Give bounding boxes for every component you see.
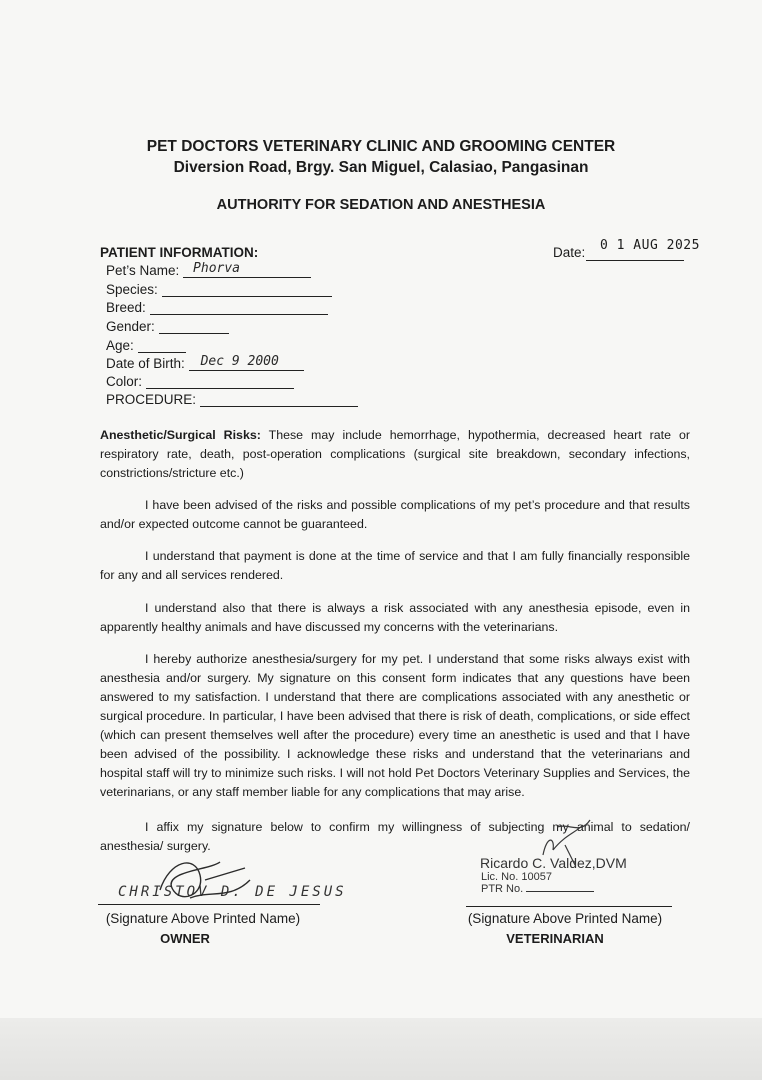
pet-name-value: Phorva <box>193 261 241 276</box>
paragraph-payment: I understand that payment is done at the time of service and that I am fully financially responsible for any and all services rendered. <box>100 549 690 582</box>
clinic-name: PET DOCTORS VETERINARY CLINIC AND GROOMING CENTER <box>146 138 616 155</box>
field-procedure[interactable] <box>106 392 358 407</box>
vet-signature-line[interactable] <box>466 906 672 907</box>
vet-stamp <box>480 855 627 895</box>
owner-printed-name: CHRISTOV D. DE JESUS <box>118 884 347 900</box>
field-label: Age: <box>106 338 134 353</box>
owner-signature-scribble <box>150 850 260 910</box>
owner-role-label: OWNER <box>160 931 210 946</box>
date-value: 0 1 AUG 2025 <box>600 238 700 253</box>
field-date-of-birth[interactable] <box>106 356 304 371</box>
field-label: Species: <box>106 282 158 297</box>
field-gender[interactable] <box>106 319 229 334</box>
date-label: Date: <box>553 245 586 260</box>
paragraph-authorization: I hereby authorize anesthesia/surgery for my pet. I understand that some risks always exist with anesthesia and/or surgery. My signature on this consent form indicates that any questions have been answered to my satisfaction. I understand that there are complications associated with any anesthetic or surgical procedure. In particular, I have been advised that there is risk of death, complications, or side effect (which can present themselves well after the procedure) every time an anesthetic is used and that I have been advised of the possibility. I acknowledge these risks and understand that the veterinarians and hospital staff will try to minimize such risks. I will not hold Pet Doctors Veterinary Supplies and Services, the veterinarians, or any staff member liable for any complications that may arise. <box>100 652 690 799</box>
clinic-address: Diversion Road, Brgy. San Miguel, Calasiao, Pangasinan <box>173 159 589 176</box>
field-species[interactable] <box>106 282 332 297</box>
dob-value: Dec 9 2000 <box>200 354 279 369</box>
owner-signature-caption: (Signature Above Printed Name) <box>105 911 301 926</box>
vet-name: Ricardo C. Valdez,DVM <box>480 855 627 871</box>
field-label: PROCEDURE: <box>106 392 197 407</box>
scan-bottom-edge <box>0 1018 762 1080</box>
paragraph-signature-confirmation: I affix my signature below to confirm my willingness of subjecting my animal to sedation/ anesthesia/ surgery. <box>100 820 690 853</box>
patient-info-title: PATIENT INFORMATION: <box>100 245 259 260</box>
vet-signature-caption: (Signature Above Printed Name) <box>467 911 663 926</box>
risks-text: These may include hemorrhage, hypothermia, decreased heart rate or respiratory rate, death, post-operation complications (surgical site breakdown, secondary infections, constrictions/stricture etc.) <box>100 428 690 480</box>
vet-ptr: PTR No. <box>481 883 627 895</box>
vet-role-label: VETERINARIAN <box>506 931 604 946</box>
paragraph-outcome: I have been advised of the risks and possible complications of my pet’s procedure and that results and/or expected outcome cannot be guaranteed. <box>100 498 690 531</box>
field-age[interactable] <box>106 338 186 353</box>
risks-paragraph <box>100 426 690 483</box>
field-color[interactable] <box>106 374 294 389</box>
field-label: Breed: <box>106 300 146 315</box>
field-label: Pet’s Name: <box>106 263 180 278</box>
paragraph-anesthesia-risk: I understand also that there is always a risk associated with any anesthesia episode, even in apparently healthy animals and have discussed my concerns with the veterinarians. <box>100 601 690 634</box>
vet-license: Lic. No. 10057 <box>481 871 552 883</box>
field-label: Gender: <box>106 319 155 334</box>
field-label: Color: <box>106 374 143 389</box>
field-label: Date of Birth: <box>106 356 185 371</box>
owner-signature-line[interactable] <box>98 904 320 905</box>
field-pet-name[interactable] <box>106 263 311 278</box>
risks-label: Anesthetic/Surgical Risks: <box>100 428 261 442</box>
form-title: AUTHORITY FOR SEDATION AND ANESTHESIA <box>216 197 546 213</box>
field-breed[interactable] <box>106 300 328 315</box>
